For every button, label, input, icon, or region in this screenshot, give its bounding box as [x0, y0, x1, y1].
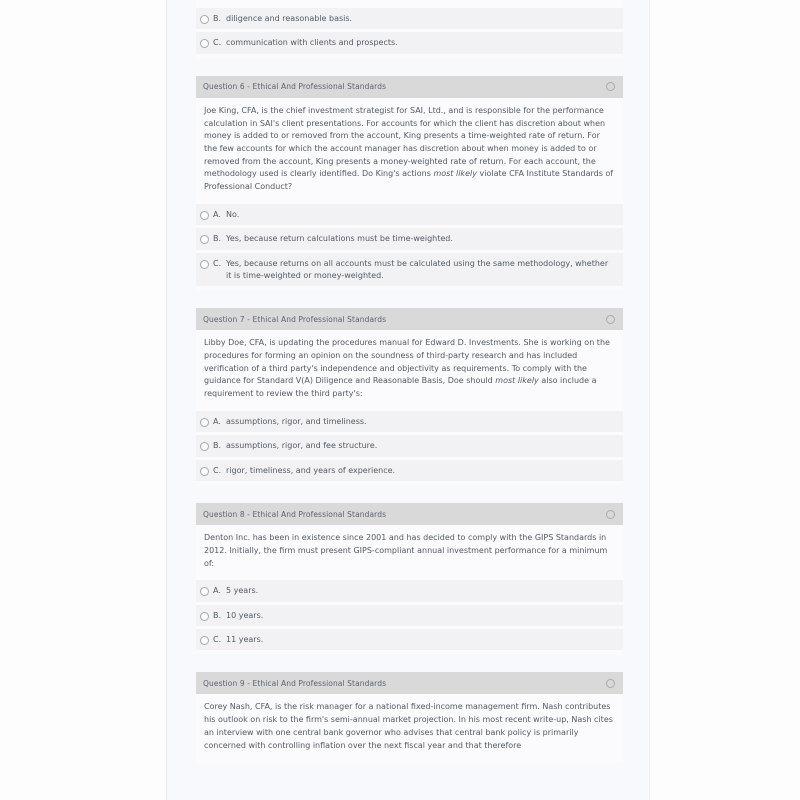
- option-text: rigor, timeliness, and years of experience.: [226, 465, 396, 475]
- question-8-body-text: [196, 525, 623, 577]
- radio-button-icon[interactable]: [200, 442, 209, 451]
- radio-button-icon[interactable]: [200, 211, 209, 220]
- question-list: [166, 0, 650, 800]
- question-7-card: [196, 308, 623, 485]
- body-text-segment: violate CFA Institute Standards of Professional Conduct?: [204, 169, 614, 192]
- option-text: communication with clients and prospects.: [226, 38, 398, 48]
- question-8-option-c[interactable]: [196, 629, 623, 650]
- body-text-segment: Libby Doe, CFA, is updating the procedures manual for Edward D. Investments. She is working on the procedures for forming an opinion on the soundness of third-party research and has included verification of a third party's independence and objectivity as requirements. To comply with the guidance for Standard V(A) Diligence and Reasonable Basis, Doe should: [204, 338, 610, 386]
- question-status-circle-icon[interactable]: [606, 315, 615, 324]
- question-7-body-text: [196, 330, 623, 408]
- option-text: 5 years.: [226, 586, 259, 596]
- option-text: diligence and reasonable basis.: [226, 14, 353, 23]
- radio-button-icon[interactable]: [200, 260, 209, 269]
- question-7-option-a[interactable]: [196, 411, 623, 432]
- question-5-option-c[interactable]: [196, 32, 623, 53]
- radio-button-icon[interactable]: [200, 15, 209, 24]
- radio-button-icon[interactable]: [200, 39, 209, 48]
- body-text-segment: Joe King, CFA, is the chief investment strategist for SAI, Ltd., and is responsible for the performance calculation in SAI's client presentations. For accounts for which the client has discretion about when money is added to or removed from the account, King presents a time-weighted rate of return. For the few accounts for which the account manager has discretion about when money is added to or removed from the account, King presents a money-weighted rate of return. For each account, the methodology used is clearly identified. Do King's actions: [204, 105, 606, 179]
- option-letter: C.: [213, 38, 222, 48]
- question-8-option-b[interactable]: [196, 605, 623, 626]
- question-5-card: [196, 0, 623, 58]
- question-7-option-c[interactable]: [196, 460, 623, 481]
- option-text: 11 years.: [226, 635, 264, 645]
- question-5-option-b[interactable]: [196, 8, 623, 29]
- radio-button-icon[interactable]: [200, 467, 209, 476]
- question-9-header-title: Question 9 - Ethical And Professional Standards: [203, 678, 387, 688]
- question-6-header-title: Question 6 - Ethical And Professional Standards: [203, 82, 387, 92]
- question-8-header-title: Question 8 - Ethical And Professional Standards: [203, 509, 387, 519]
- question-status-circle-icon[interactable]: [606, 679, 615, 688]
- body-text-segment: Corey Nash, CFA, is the risk manager for a national fixed-income management firm. Nash contributes his outlook on risk to the firm's semi-annual market projection. In his most recent write-up, Nash cites an interview with one central bank governor who advises that central bank policy is primarily concerned with controlling inflation over the next fiscal year and that therefore: [204, 702, 613, 750]
- question-6-option-b[interactable]: [196, 228, 623, 249]
- option-letter: A.: [213, 209, 221, 219]
- question-7-header: [196, 308, 623, 330]
- radio-button-icon[interactable]: [200, 418, 209, 427]
- radio-button-icon[interactable]: [200, 587, 209, 596]
- question-8-option-a[interactable]: [196, 580, 623, 601]
- option-letter: C.: [213, 258, 222, 268]
- question-7-option-b[interactable]: [196, 435, 623, 456]
- question-9-card: [196, 672, 623, 763]
- option-letter: B.: [213, 610, 222, 620]
- radio-button-icon[interactable]: [200, 235, 209, 244]
- question-6-header: [196, 76, 623, 98]
- question-9-body-text: [196, 694, 623, 759]
- option-text: Yes, because returns on all accounts must be calculated using the same methodology, whether it is time-weighted or money-weighted.: [226, 258, 609, 280]
- question-7-header-title: Question 7 - Ethical And Professional Standards: [203, 314, 387, 324]
- question-8-card: [196, 503, 623, 654]
- question-status-circle-icon[interactable]: [606, 510, 615, 519]
- option-text: assumptions, rigor, and fee structure.: [226, 441, 378, 451]
- question-6-card: [196, 76, 623, 291]
- body-text-segment: Denton Inc. has been in existence since 2001 and has decided to comply with the GIPS Standards in 2012. Initially, the firm must present GIPS-compliant annual investment performance for a minimum of:: [204, 533, 608, 568]
- option-text: assumptions, rigor, and timeliness.: [226, 416, 367, 426]
- option-letter: A.: [213, 416, 221, 426]
- question-6-option-a[interactable]: [196, 204, 623, 225]
- radio-button-icon[interactable]: [200, 636, 209, 645]
- option-letter: B.: [213, 441, 222, 451]
- option-text: 10 years.: [226, 610, 264, 620]
- option-letter: A.: [213, 586, 221, 596]
- body-text-italic-segment: most likely: [433, 169, 477, 179]
- option-letter: B.: [213, 234, 222, 244]
- option-letter: C.: [213, 465, 222, 475]
- option-letter: C.: [213, 635, 222, 645]
- option-text: Yes, because return calculations must be time-weighted.: [226, 234, 453, 244]
- body-text-segment: also include a requirement to review the third party's:: [204, 376, 597, 399]
- option-letter: B.: [213, 14, 222, 23]
- option-text: No.: [226, 209, 240, 219]
- radio-button-icon[interactable]: [200, 612, 209, 621]
- question-8-header: [196, 503, 623, 525]
- body-text-italic-segment: most likely: [495, 376, 539, 386]
- question-status-circle-icon[interactable]: [606, 82, 615, 91]
- question-6-option-c[interactable]: [196, 253, 623, 287]
- question-6-body-text: [196, 98, 623, 201]
- question-9-header: [196, 672, 623, 694]
